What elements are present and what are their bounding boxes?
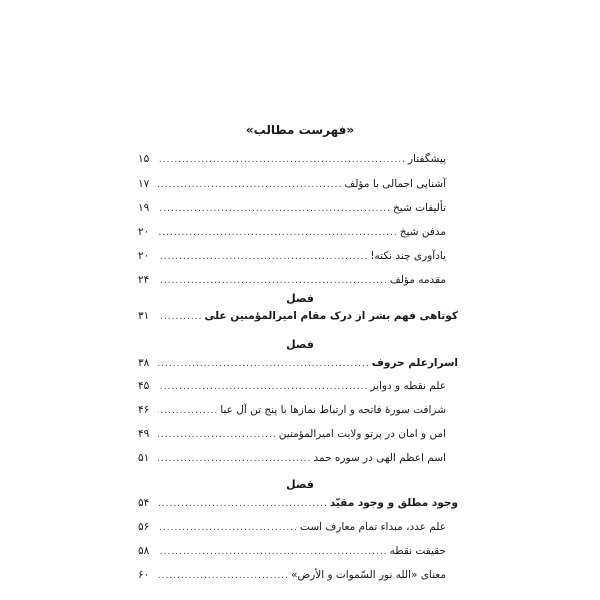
toc-entry[interactable] <box>138 178 446 194</box>
toc-title: «فهرست مطالب» <box>245 123 355 137</box>
toc-entry[interactable] <box>138 452 446 468</box>
dot-leader <box>158 228 398 238</box>
toc-chapter-entry[interactable] <box>138 357 458 373</box>
toc-entry[interactable] <box>138 226 446 242</box>
entry-page-number: ۴۵ <box>138 380 150 392</box>
dot-leader <box>158 180 342 190</box>
entry-label: اسم اعظم الهی در سوره حمد <box>313 452 446 464</box>
entry-page-number: ۱۵ <box>138 153 150 165</box>
dot-leader <box>158 155 406 165</box>
entry-label: آشنایی اجمالی با مؤلف <box>344 178 446 190</box>
toc-entry[interactable] <box>138 250 446 266</box>
toc-chapter-entry[interactable] <box>138 310 458 326</box>
toc-entry[interactable] <box>138 380 446 396</box>
chapter-label: وجود مطلق و وجود مقیّد <box>329 497 458 509</box>
dot-leader <box>158 359 370 369</box>
entry-label: پیشگفتار <box>407 153 446 165</box>
dot-leader <box>158 312 203 322</box>
dot-leader <box>158 499 328 509</box>
toc-entry[interactable] <box>138 153 446 169</box>
entry-page-number: ۵۴ <box>138 497 150 509</box>
entry-page-number: ۱۹ <box>138 202 150 214</box>
entry-page-number: ۲۰ <box>138 226 150 238</box>
entry-page-number: ۵۶ <box>138 521 150 533</box>
toc-chapter-entry[interactable] <box>138 497 458 513</box>
dot-leader <box>158 430 277 440</box>
dot-leader <box>158 276 388 286</box>
entry-label: تألیفات شیخ <box>393 202 446 214</box>
toc-entry[interactable] <box>138 521 446 537</box>
entry-label: امن و امان در پرتو ولایت امیرالمؤمنین <box>278 428 446 440</box>
section-heading: فصل <box>286 478 314 491</box>
dot-leader <box>158 382 368 392</box>
chapter-label: اسرارعلم حروف <box>371 357 458 369</box>
entry-page-number: ۴۹ <box>138 428 150 440</box>
section-heading: فصل <box>286 338 314 351</box>
entry-page-number: ۵۸ <box>138 545 150 557</box>
chapter-label: کوتاهی فهم بشر از درک مقام امیرالمؤمنین علی <box>204 310 458 322</box>
entry-label: یادآوری چند نکته! <box>370 250 446 262</box>
entry-page-number: ۳۱ <box>138 310 150 322</box>
toc-entry[interactable] <box>138 274 446 290</box>
entry-label: علم نقطه و دوایر <box>370 380 446 392</box>
toc-entry[interactable] <box>138 404 446 420</box>
dot-leader <box>158 571 289 581</box>
dot-leader <box>158 204 391 214</box>
entry-label: شرافت سورهٔ فاتحه و ارتباط نمازها با پنج تن آل عبا <box>220 404 446 416</box>
entry-page-number: ۵۱ <box>138 452 150 464</box>
entry-page-number: ۲۴ <box>138 274 150 286</box>
entry-page-number: ۶۰ <box>138 569 150 581</box>
entry-label: مقدمه مؤلف <box>389 274 446 286</box>
entry-label: علم عدد، مبداء تمام معارف است <box>300 521 446 533</box>
entry-page-number: ۳۸ <box>138 357 150 369</box>
entry-label: معنای «الله نور السّموات و الأرض» <box>291 569 446 581</box>
dot-leader <box>158 406 218 416</box>
dot-leader <box>158 523 298 533</box>
entry-page-number: ۲۰ <box>138 250 150 262</box>
entry-page-number: ۴۶ <box>138 404 150 416</box>
toc-entry[interactable] <box>138 545 446 561</box>
toc-entry[interactable] <box>138 569 446 585</box>
dot-leader <box>158 547 388 557</box>
dot-leader <box>158 454 312 464</box>
entry-label: مدفن شیخ <box>399 226 446 238</box>
entry-label: حقیقت نقطه <box>389 545 446 557</box>
entry-page-number: ۱۷ <box>138 178 150 190</box>
toc-entry[interactable] <box>138 202 446 218</box>
toc-entry[interactable] <box>138 428 446 444</box>
section-heading: فصل <box>286 292 314 305</box>
dot-leader <box>158 252 368 262</box>
